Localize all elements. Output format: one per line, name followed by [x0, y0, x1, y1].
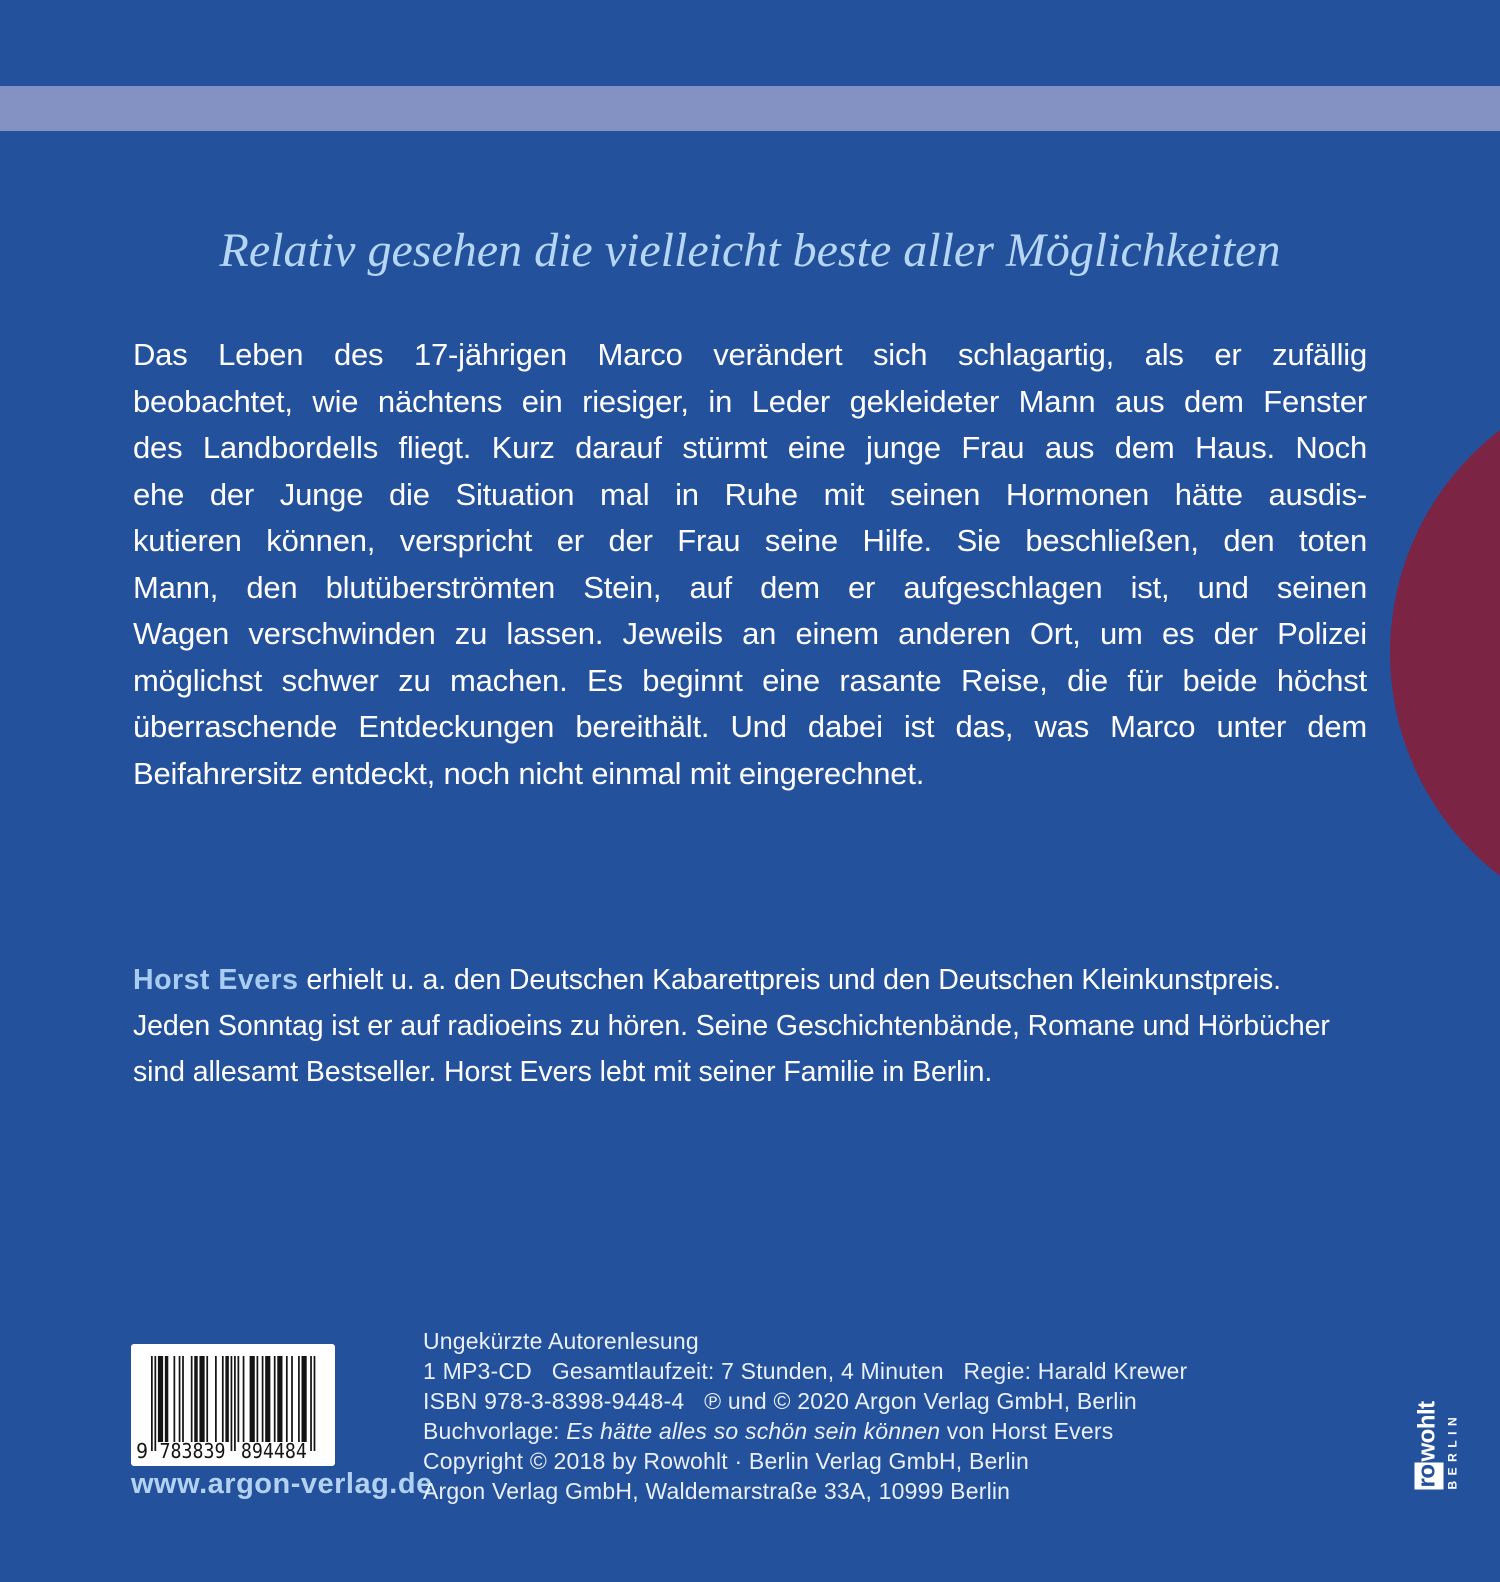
author-bio-line: Jeden Sonntag ist er auf radioeins zu hören. Seine Geschichtenbände, Romane und Hörbücher: [133, 1010, 1330, 1042]
blurb-text: [133, 332, 1367, 797]
blurb-line: beobachtet, wie nächtens ein riesiger, in Leder gekleideter Mann aus dem Fenster: [133, 383, 1367, 419]
svg-text:783839: 783839: [159, 1439, 226, 1463]
blurb-line: möglichst schwer zu machen. Es beginnt eine rasante Reise, die für beide höchst: [133, 662, 1367, 698]
rowohlt-wordmark: [1415, 1395, 1444, 1490]
blurb-line: ehe der Junge die Situation mal in Ruhe mit seinen Hormonen hätte ausdis-: [133, 476, 1367, 512]
imprint-line: Argon Verlag GmbH, Waldemarstraße 33A, 10999 Berlin: [423, 1478, 1011, 1504]
imprint-line: 1 MP3-CD Gesamtlaufzeit: 7 Stunden, 4 Minuten Regie: Harald Krewer: [423, 1358, 1188, 1384]
svg-text:894484: 894484: [240, 1439, 307, 1463]
rowohlt-ro-square: ro: [1415, 1463, 1444, 1490]
blurb-line: Wagen verschwinden zu lassen. Jeweils an einem anderen Ort, um es der Polizei: [133, 616, 1367, 651]
blurb-line: Das Leben des 17-jährigen Marco verändert sich schlagartig, als er zufällig: [133, 337, 1367, 372]
ean13-barcode: [131, 1344, 335, 1466]
imprint-line: Buchvorlage: Es hätte alles so schön sein können von Horst Evers: [423, 1418, 1114, 1444]
book-title: Relativ gesehen die vielleicht beste aller Möglichkeiten: [219, 224, 1281, 277]
author-bio: [133, 957, 1403, 1095]
blurb-line: kutieren können, verspricht er der Frau seine Hilfe. Sie beschließen, den toten: [133, 523, 1367, 558]
imprint-line: Ungekürzte Autorenlesung: [423, 1328, 699, 1354]
maroon-circle-decoration: [1390, 372, 1500, 934]
blurb-line: Mann, den blutüberströmten Stein, auf dem er aufgeschlagen ist, und seinen: [133, 569, 1367, 605]
imprint-block: [423, 1326, 1187, 1506]
rowohlt-berlin-logo: [1415, 1395, 1461, 1490]
rowohlt-berlin-subtitle: BERLIN: [1445, 1411, 1460, 1490]
imprint-line: ISBN 978-3-8398-9448-4 ℗ und © 2020 Argon Verlag GmbH, Berlin: [423, 1388, 1137, 1414]
author-bio-line: sind allesamt Bestseller. Horst Evers lebt mit seiner Familie in Berlin.: [133, 1056, 993, 1088]
blurb-line: des Landbordells fliegt. Kurz darauf stürmt eine junge Frau aus dem Haus. Noch: [133, 430, 1367, 465]
imprint-line: Copyright © 2018 by Rowohlt · Berlin Verlag GmbH, Berlin: [423, 1448, 1029, 1474]
blurb-line: überraschende Entdeckungen bereithält. Und dabei ist das, was Marco unter dem: [133, 709, 1367, 744]
decorative-stripe: [0, 86, 1500, 131]
rowohlt-wohlt: wohlt: [1413, 1401, 1441, 1462]
publisher-website: www.argon-verlag.de: [131, 1468, 433, 1500]
author-bio-line: Horst Evers erhielt u. a. den Deutschen Kabarettpreis und den Deutschen Kleinkunstpreis.: [133, 964, 1281, 996]
blurb-line: Beifahrersitz entdeckt, noch nicht einmal mit eingerechnet.: [133, 755, 925, 791]
svg-text:9: 9: [135, 1439, 148, 1463]
